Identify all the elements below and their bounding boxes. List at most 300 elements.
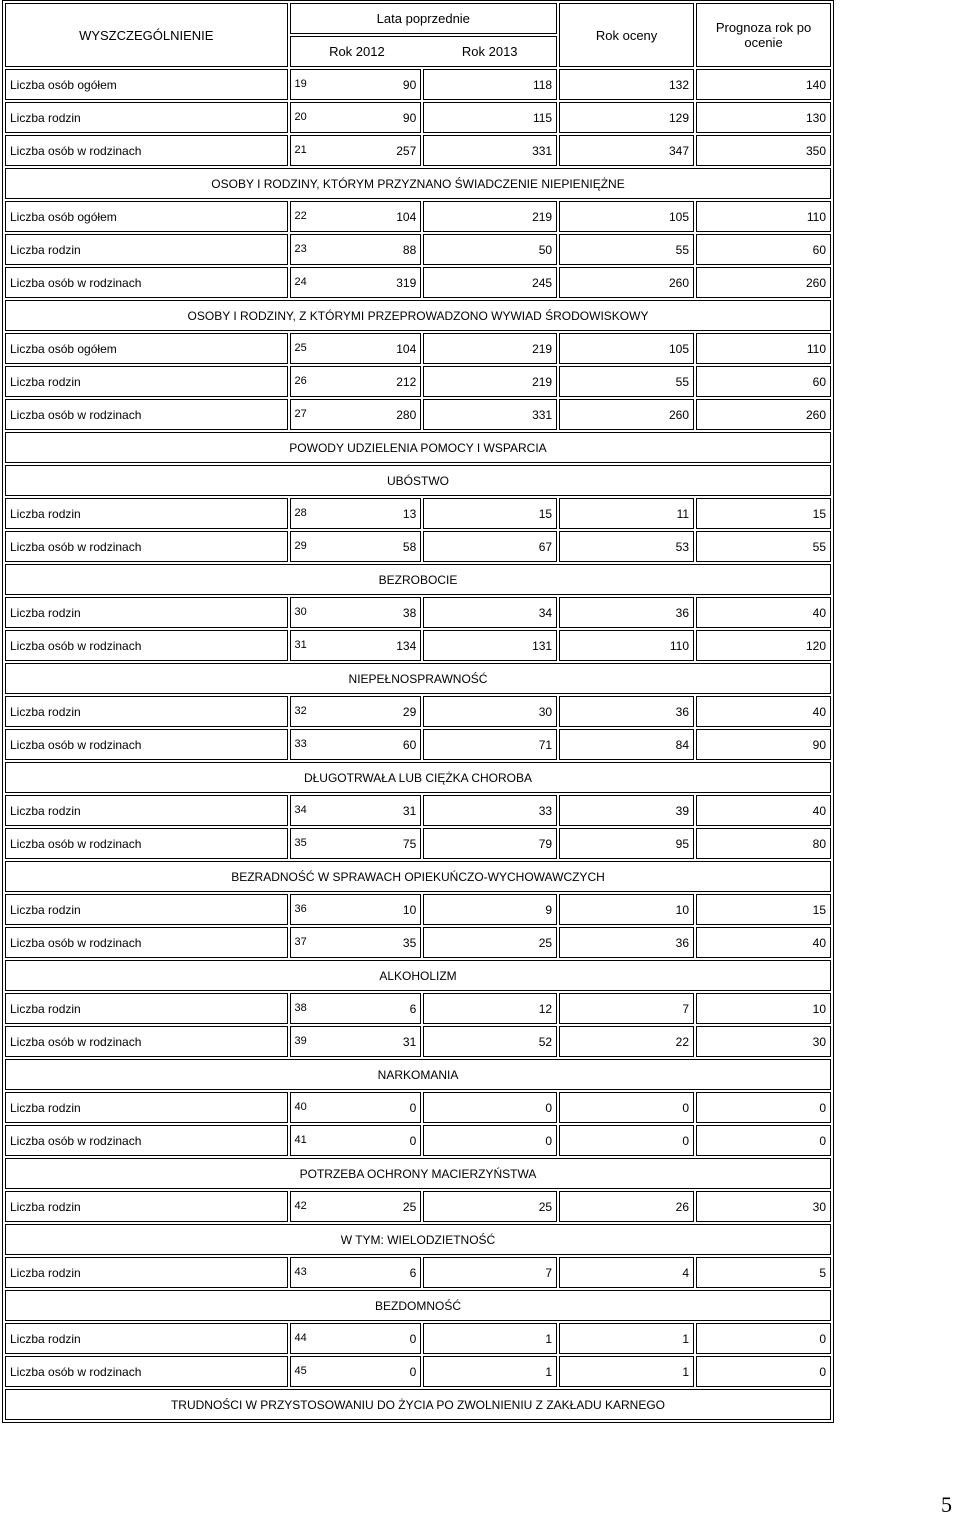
row-label: Liczba osób w rodzinach — [10, 935, 142, 950]
section-title: UBÓSTWO — [5, 465, 831, 496]
value-2013: 219 — [532, 374, 553, 389]
value-2012-cell — [290, 1356, 422, 1387]
value-evaluation-year-cell — [559, 531, 694, 562]
row-number: 37 — [294, 935, 307, 948]
row-number: 25 — [294, 341, 307, 354]
section-header-row — [5, 1290, 831, 1321]
table-row — [5, 927, 831, 958]
value-evaluation-year: 36 — [675, 605, 690, 620]
row-label-cell — [5, 729, 288, 760]
row-label: Liczba rodzin — [10, 605, 81, 620]
value-forecast: 40 — [812, 605, 826, 620]
row-number: 34 — [294, 803, 307, 816]
value-2013: 30 — [538, 704, 553, 719]
row-label-cell — [5, 498, 288, 529]
row-label: Liczba rodzin — [10, 1001, 81, 1016]
section-title: BEZROBOCIE — [5, 564, 831, 595]
section-header-row — [5, 1389, 831, 1420]
row-label-cell — [5, 1092, 288, 1123]
value-2012-cell — [290, 630, 422, 661]
row-number: 27 — [294, 407, 307, 420]
row-number: 44 — [294, 1331, 307, 1344]
value-2013: 331 — [532, 143, 553, 158]
value-2012-cell — [290, 267, 422, 298]
row-label: Liczba osób w rodzinach — [10, 638, 142, 653]
table-row — [5, 1092, 831, 1123]
value-2012-cell — [290, 1257, 422, 1288]
value-2013: 0 — [545, 1100, 553, 1115]
value-2012: 60 — [402, 737, 417, 752]
value-2012-cell — [290, 201, 422, 232]
value-2012: 35 — [402, 935, 417, 950]
table-row — [5, 795, 831, 826]
value-evaluation-year: 0 — [682, 1100, 690, 1115]
value-forecast: 260 — [805, 407, 826, 422]
row-number: 43 — [294, 1265, 307, 1278]
value-forecast-cell — [696, 795, 831, 826]
value-2013-cell — [423, 597, 557, 628]
value-2012: 90 — [402, 110, 417, 125]
value-2012: 104 — [396, 341, 417, 356]
value-forecast-cell — [696, 399, 831, 430]
row-number: 45 — [294, 1364, 307, 1377]
section-title: BEZDOMNOŚĆ — [5, 1290, 831, 1321]
value-2012-cell — [290, 597, 422, 628]
value-2013: 67 — [538, 539, 553, 554]
row-number: 42 — [294, 1199, 307, 1212]
value-2012-cell — [290, 399, 422, 430]
value-2013: 115 — [532, 110, 553, 125]
value-2013: 131 — [532, 638, 553, 653]
value-evaluation-year-cell — [559, 1257, 694, 1288]
section-title: OSOBY I RODZINY, KTÓRYM PRZYZNANO ŚWIADCZENIE NIEPIENIĘŻNE — [5, 168, 831, 199]
value-2013: 1 — [545, 1364, 553, 1379]
value-forecast-cell — [696, 102, 831, 133]
row-number: 41 — [294, 1133, 307, 1146]
value-2012-cell — [290, 333, 422, 364]
value-2012: 134 — [396, 638, 417, 653]
row-label-cell — [5, 1125, 288, 1156]
section-header-row — [5, 1158, 831, 1189]
value-2012: 280 — [396, 407, 417, 422]
value-2013: 79 — [538, 836, 553, 851]
row-label: Liczba rodzin — [10, 110, 81, 125]
value-evaluation-year: 7 — [682, 1001, 690, 1016]
value-2012-cell — [290, 234, 422, 265]
row-number: 32 — [294, 704, 307, 717]
section-title: BEZRADNOŚĆ W SPRAWACH OPIEKUŃCZO-WYCHOWAWCZYCH — [5, 861, 831, 892]
section-title: ALKOHOLIZM — [5, 960, 831, 991]
value-2013: 50 — [538, 242, 553, 257]
value-2013-cell — [423, 1092, 557, 1123]
header-years-cell — [290, 36, 558, 67]
value-evaluation-year: 55 — [675, 242, 690, 257]
row-label-cell — [5, 1257, 288, 1288]
value-evaluation-year: 1 — [682, 1364, 690, 1379]
value-2013: 71 — [538, 737, 553, 752]
header-evaluation-year: Rok oceny — [559, 3, 694, 67]
value-2013: 1 — [545, 1331, 553, 1346]
value-forecast-cell — [696, 498, 831, 529]
value-evaluation-year-cell — [559, 1323, 694, 1354]
row-label-cell — [5, 267, 288, 298]
table-row — [5, 597, 831, 628]
value-evaluation-year-cell — [559, 1125, 694, 1156]
value-evaluation-year-cell — [559, 201, 694, 232]
value-2012: 75 — [402, 836, 417, 851]
value-evaluation-year: 129 — [669, 110, 690, 125]
value-2012: 0 — [409, 1100, 417, 1115]
row-label: Liczba osób ogółem — [10, 77, 117, 92]
value-evaluation-year-cell — [559, 1092, 694, 1123]
value-forecast: 55 — [812, 539, 826, 554]
row-number: 36 — [294, 902, 307, 915]
table-row — [5, 993, 831, 1024]
value-evaluation-year-cell — [559, 828, 694, 859]
value-evaluation-year: 39 — [675, 803, 690, 818]
value-evaluation-year: 53 — [675, 539, 690, 554]
row-label-cell — [5, 630, 288, 661]
row-number: 19 — [294, 77, 307, 90]
value-2012-cell — [290, 993, 422, 1024]
value-forecast-cell — [696, 135, 831, 166]
value-forecast-cell — [696, 894, 831, 925]
value-evaluation-year: 11 — [676, 506, 690, 521]
row-label: Liczba osób w rodzinach — [10, 275, 142, 290]
value-forecast-cell — [696, 531, 831, 562]
value-2013: 15 — [538, 506, 553, 521]
row-label: Liczba osób ogółem — [10, 209, 117, 224]
value-2013-cell — [423, 630, 557, 661]
value-2013: 34 — [538, 605, 553, 620]
value-forecast-cell — [696, 1092, 831, 1123]
value-forecast-cell — [696, 1323, 831, 1354]
row-label-cell — [5, 531, 288, 562]
value-2012: 212 — [396, 374, 417, 389]
value-2012-cell — [290, 531, 422, 562]
value-2013: 25 — [538, 1199, 553, 1214]
value-forecast: 120 — [805, 638, 826, 653]
row-label: Liczba rodzin — [10, 704, 81, 719]
value-2012-cell — [290, 135, 422, 166]
row-label-cell — [5, 399, 288, 430]
row-label: Liczba osób w rodzinach — [10, 539, 142, 554]
value-2013-cell — [423, 333, 557, 364]
value-2012-cell — [290, 498, 422, 529]
header-2013: Rok 2013 — [423, 37, 556, 67]
table-row — [5, 267, 831, 298]
row-number: 21 — [294, 143, 307, 156]
table-row — [5, 333, 831, 364]
section-header-row — [5, 564, 831, 595]
value-2013-cell — [423, 927, 557, 958]
value-evaluation-year: 22 — [675, 1034, 690, 1049]
row-number: 30 — [294, 605, 307, 618]
value-2013-cell — [423, 729, 557, 760]
value-2013-cell — [423, 795, 557, 826]
value-2012: 25 — [402, 1199, 417, 1214]
value-2013-cell — [423, 366, 557, 397]
row-label-cell — [5, 102, 288, 133]
value-evaluation-year: 84 — [675, 737, 690, 752]
value-evaluation-year: 95 — [675, 836, 690, 851]
statistics-table — [2, 0, 834, 1423]
section-title: DŁUGOTRWAŁA LUB CIĘŻKA CHOROBA — [5, 762, 831, 793]
value-2013-cell — [423, 135, 557, 166]
value-evaluation-year-cell — [559, 135, 694, 166]
value-evaluation-year-cell — [559, 366, 694, 397]
table-row — [5, 135, 831, 166]
value-2013-cell — [423, 531, 557, 562]
value-forecast-cell — [696, 1191, 831, 1222]
value-forecast-cell — [696, 729, 831, 760]
value-evaluation-year: 105 — [669, 341, 690, 356]
row-number: 26 — [294, 374, 307, 387]
value-evaluation-year-cell — [559, 630, 694, 661]
value-forecast-cell — [696, 267, 831, 298]
value-2013-cell — [423, 69, 557, 100]
table-row — [5, 1026, 831, 1057]
row-label: Liczba rodzin — [10, 1331, 81, 1346]
value-2012-cell — [290, 1026, 422, 1057]
row-label: Liczba osób w rodzinach — [10, 407, 142, 422]
value-2013-cell — [423, 399, 557, 430]
value-forecast: 60 — [812, 374, 826, 389]
row-number: 29 — [294, 539, 307, 552]
value-forecast: 110 — [806, 341, 826, 356]
row-number: 31 — [294, 638, 307, 651]
value-2012: 6 — [409, 1265, 417, 1280]
row-label-cell — [5, 201, 288, 232]
value-evaluation-year: 260 — [669, 275, 690, 290]
row-label: Liczba rodzin — [10, 803, 81, 818]
value-2013: 52 — [538, 1034, 553, 1049]
value-2012: 13 — [402, 506, 417, 521]
value-evaluation-year: 4 — [682, 1265, 690, 1280]
row-label-cell — [5, 828, 288, 859]
value-forecast-cell — [696, 993, 831, 1024]
value-2013-cell — [423, 1191, 557, 1222]
row-label-cell — [5, 597, 288, 628]
value-2013: 219 — [532, 341, 553, 356]
row-label: Liczba rodzin — [10, 1199, 81, 1214]
value-forecast: 130 — [805, 110, 826, 125]
value-forecast-cell — [696, 630, 831, 661]
table-body — [5, 3, 831, 1420]
table-row — [5, 1356, 831, 1387]
header-item: WYSZCZEGÓLNIENIE — [5, 3, 288, 67]
value-forecast: 60 — [812, 242, 826, 257]
table-row — [5, 630, 831, 661]
table-row — [5, 366, 831, 397]
value-2013: 245 — [532, 275, 553, 290]
value-forecast: 0 — [819, 1133, 826, 1148]
value-evaluation-year: 0 — [682, 1133, 690, 1148]
table-row — [5, 69, 831, 100]
section-title: W TYM: WIELODZIETNOŚĆ — [5, 1224, 831, 1255]
value-evaluation-year-cell — [559, 927, 694, 958]
value-evaluation-year: 260 — [669, 407, 690, 422]
value-2012: 10 — [402, 902, 417, 917]
section-title: POWODY UDZIELENIA POMOCY I WSPARCIA — [5, 432, 831, 463]
section-title: TRUDNOŚCI W PRZYSTOSOWANIU DO ŻYCIA PO ZWOLNIENIU Z ZAKŁADU KARNEGO — [5, 1389, 831, 1420]
row-label: Liczba osób w rodzinach — [10, 1034, 142, 1049]
value-evaluation-year-cell — [559, 1026, 694, 1057]
row-label-cell — [5, 1026, 288, 1057]
value-forecast: 0 — [819, 1100, 826, 1115]
value-2013: 9 — [545, 902, 553, 917]
value-forecast: 40 — [812, 803, 826, 818]
row-label: Liczba osób w rodzinach — [10, 1133, 142, 1148]
table-row — [5, 1257, 831, 1288]
value-evaluation-year-cell — [559, 69, 694, 100]
row-number: 28 — [294, 506, 307, 519]
value-forecast-cell — [696, 201, 831, 232]
row-number: 38 — [294, 1001, 307, 1014]
value-forecast-cell — [696, 1026, 831, 1057]
header-forecast: Prognoza rok po ocenie — [696, 3, 831, 67]
value-evaluation-year-cell — [559, 1191, 694, 1222]
table-row — [5, 201, 831, 232]
section-header-row — [5, 1224, 831, 1255]
value-2013: 12 — [538, 1001, 553, 1016]
value-2012: 31 — [402, 803, 417, 818]
value-2012-cell — [290, 828, 422, 859]
row-label: Liczba osób w rodzinach — [10, 1364, 142, 1379]
value-2012: 0 — [409, 1364, 417, 1379]
value-2012: 0 — [409, 1331, 417, 1346]
value-2012: 257 — [396, 143, 417, 158]
value-forecast: 350 — [805, 143, 826, 158]
row-label-cell — [5, 993, 288, 1024]
row-label-cell — [5, 1323, 288, 1354]
value-2013: 219 — [532, 209, 553, 224]
value-2012: 29 — [402, 704, 417, 719]
value-2013-cell — [423, 993, 557, 1024]
value-evaluation-year-cell — [559, 993, 694, 1024]
value-forecast: 140 — [805, 77, 826, 92]
value-evaluation-year-cell — [559, 894, 694, 925]
section-title: OSOBY I RODZINY, Z KTÓRYMI PRZEPROWADZONO WYWIAD ŚRODOWISKOWY — [5, 300, 831, 331]
section-header-row — [5, 762, 831, 793]
value-2012-cell — [290, 1191, 422, 1222]
value-2013-cell — [423, 1356, 557, 1387]
value-forecast: 30 — [812, 1199, 826, 1214]
header-row — [5, 3, 831, 34]
value-2013: 7 — [545, 1265, 553, 1280]
table-row — [5, 894, 831, 925]
value-forecast: 15 — [812, 902, 826, 917]
section-header-row — [5, 300, 831, 331]
value-forecast: 0 — [819, 1364, 826, 1379]
table-row — [5, 1191, 831, 1222]
row-label-cell — [5, 366, 288, 397]
section-header-row — [5, 1059, 831, 1090]
value-2013: 33 — [538, 803, 553, 818]
row-number: 39 — [294, 1034, 307, 1047]
value-forecast-cell — [696, 927, 831, 958]
value-2013-cell — [423, 102, 557, 133]
table-row — [5, 828, 831, 859]
value-forecast-cell — [696, 696, 831, 727]
row-label: Liczba rodzin — [10, 242, 81, 257]
table-row — [5, 1323, 831, 1354]
section-header-row — [5, 861, 831, 892]
value-2012: 0 — [409, 1133, 417, 1148]
table-row — [5, 399, 831, 430]
value-evaluation-year: 36 — [675, 935, 690, 950]
value-2012: 88 — [402, 242, 417, 257]
value-2012-cell — [290, 927, 422, 958]
value-evaluation-year-cell — [559, 597, 694, 628]
value-evaluation-year: 110 — [669, 638, 690, 653]
value-2012-cell — [290, 102, 422, 133]
table-row — [5, 1125, 831, 1156]
row-label: Liczba osób w rodzinach — [10, 836, 142, 851]
value-2013-cell — [423, 828, 557, 859]
value-evaluation-year-cell — [559, 333, 694, 364]
value-2012: 104 — [396, 209, 417, 224]
value-forecast: 0 — [819, 1331, 826, 1346]
value-2012-cell — [290, 366, 422, 397]
value-forecast-cell — [696, 69, 831, 100]
value-2012: 90 — [402, 77, 417, 92]
value-evaluation-year: 10 — [675, 902, 690, 917]
row-label-cell — [5, 234, 288, 265]
value-2012-cell — [290, 696, 422, 727]
value-2013-cell — [423, 498, 557, 529]
row-label: Liczba osób ogółem — [10, 341, 117, 356]
value-forecast-cell — [696, 1356, 831, 1387]
table-row — [5, 531, 831, 562]
row-number: 40 — [294, 1100, 307, 1113]
value-2013-cell — [423, 696, 557, 727]
value-2013-cell — [423, 234, 557, 265]
value-forecast: 90 — [812, 737, 826, 752]
value-2012-cell — [290, 729, 422, 760]
value-evaluation-year: 55 — [675, 374, 690, 389]
row-label-cell — [5, 333, 288, 364]
value-2012: 6 — [409, 1001, 417, 1016]
row-label-cell — [5, 894, 288, 925]
value-evaluation-year: 105 — [669, 209, 690, 224]
row-label: Liczba rodzin — [10, 506, 81, 521]
value-evaluation-year: 1 — [682, 1331, 690, 1346]
row-label: Liczba osób w rodzinach — [10, 143, 142, 158]
value-evaluation-year-cell — [559, 729, 694, 760]
row-number: 22 — [294, 209, 307, 222]
value-evaluation-year-cell — [559, 102, 694, 133]
row-number: 33 — [294, 737, 307, 750]
value-forecast-cell — [696, 366, 831, 397]
row-label-cell — [5, 927, 288, 958]
value-evaluation-year-cell — [559, 267, 694, 298]
section-title: NIEPEŁNOSPRAWNOŚĆ — [5, 663, 831, 694]
value-2012-cell — [290, 1125, 422, 1156]
value-2012: 38 — [402, 605, 417, 620]
value-forecast: 30 — [812, 1034, 826, 1049]
row-label: Liczba osób w rodzinach — [10, 737, 142, 752]
row-label-cell — [5, 1356, 288, 1387]
header-2012: Rok 2012 — [290, 37, 423, 67]
value-2013-cell — [423, 1125, 557, 1156]
value-2013: 25 — [538, 935, 553, 950]
row-number: 35 — [294, 836, 307, 849]
value-evaluation-year: 132 — [669, 77, 690, 92]
value-forecast: 10 — [812, 1001, 826, 1016]
value-forecast: 15 — [812, 506, 826, 521]
row-label-cell — [5, 696, 288, 727]
